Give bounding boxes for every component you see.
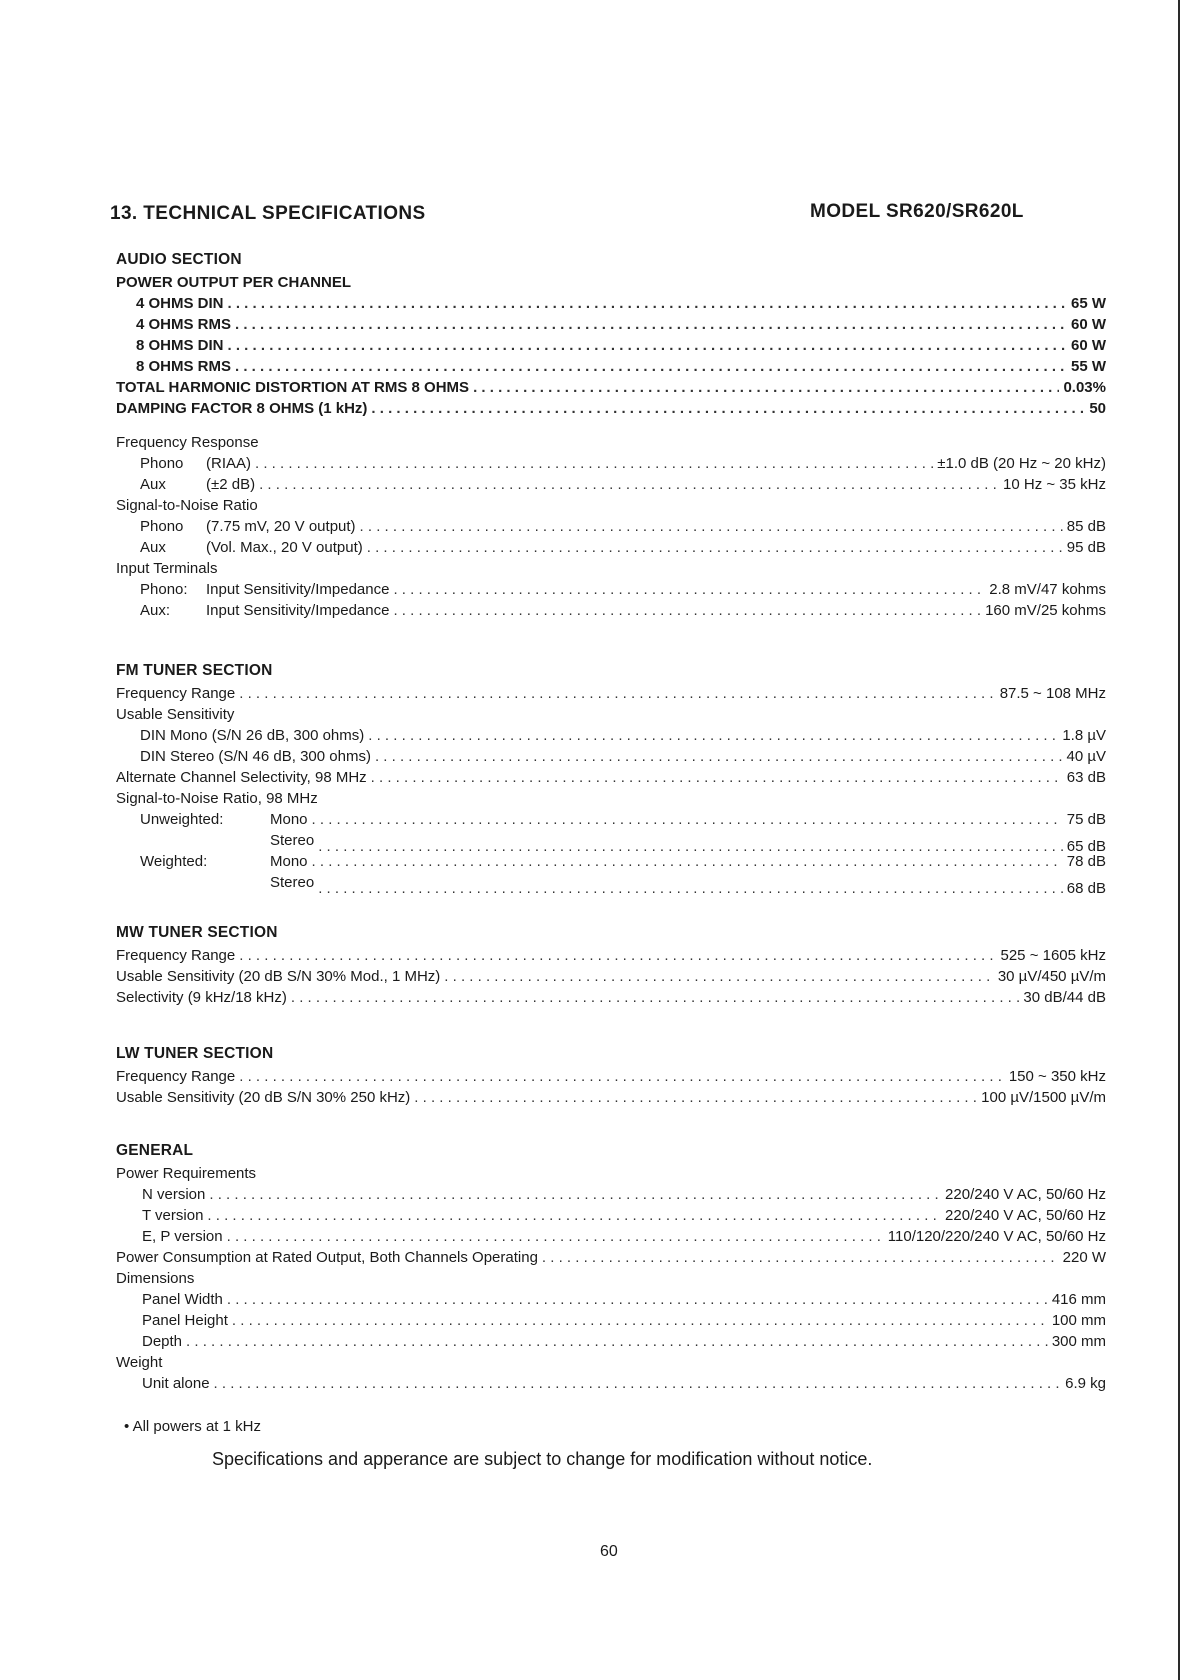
- spec-row: [116, 746, 1106, 767]
- spec-row: [116, 987, 1106, 1008]
- spec-sublabel: (±2 dB): [206, 476, 256, 493]
- spec-row: [116, 516, 1106, 537]
- spec-row: [116, 945, 1106, 966]
- spec-label: Depth: [142, 1333, 183, 1350]
- spec-label: DAMPING FACTOR 8 OHMS (1 kHz): [116, 400, 368, 417]
- leader-dots: [214, 1373, 1062, 1394]
- spec-row: [116, 335, 1106, 356]
- leader-dots: [186, 1331, 1048, 1352]
- spec-row: [116, 966, 1106, 987]
- leader-dots: [312, 809, 1063, 830]
- spec-sublabel: Input Sensitivity/Impedance: [206, 602, 390, 619]
- spec-label: Aux: [140, 476, 166, 493]
- spec-label: E, P version: [142, 1228, 223, 1245]
- spec-label: Frequency Range: [116, 685, 236, 702]
- spec-value: 63 dB: [1066, 769, 1106, 786]
- spec-value: 65 W: [1070, 295, 1106, 312]
- spec-row: [116, 579, 1106, 600]
- spec-label: Phono: [140, 518, 184, 535]
- fm-section: [116, 658, 1106, 897]
- leader-dots: [207, 1205, 941, 1226]
- spec-row: [116, 1247, 1106, 1268]
- spec-value: 6.9 kg: [1065, 1375, 1106, 1392]
- spec-label: Phono:: [140, 581, 188, 598]
- spec-row: [116, 537, 1106, 558]
- spec-value: 55 W: [1070, 358, 1106, 375]
- section-title: FM TUNER SECTION: [116, 662, 273, 679]
- spec-row: [116, 1066, 1106, 1087]
- spec-value: 220/240 V AC, 50/60 Hz: [945, 1186, 1106, 1203]
- spec-group: [140, 872, 270, 893]
- spec-label: N version: [142, 1186, 206, 1203]
- spec-row: [116, 725, 1106, 746]
- spec-value: 1.8 µV: [1062, 727, 1106, 744]
- audio-subsection: [116, 432, 1106, 621]
- audio-section: [116, 247, 1106, 419]
- spec-value: 65 dB: [1066, 838, 1106, 855]
- spec-row: [116, 1289, 1106, 1310]
- leader-dots: [239, 683, 995, 704]
- spec-row: [116, 600, 1106, 621]
- spec-label: Mono: [270, 853, 308, 870]
- spec-label: 8 OHMS DIN: [136, 337, 224, 354]
- leader-dots: [209, 1184, 941, 1205]
- spec-row: [116, 809, 1106, 830]
- spec-row: [116, 474, 1106, 495]
- spec-value: 160 mV/25 kohms: [985, 602, 1106, 619]
- spec-row: [116, 1184, 1106, 1205]
- spec-label: 8 OHMS RMS: [136, 358, 232, 375]
- leader-dots: [227, 1226, 884, 1247]
- leader-dots: [228, 335, 1067, 356]
- leader-dots: [367, 537, 1063, 558]
- spec-value: 220 W: [1062, 1249, 1106, 1266]
- spec-row: [116, 1226, 1106, 1247]
- spec-value: 85 dB: [1066, 518, 1106, 535]
- leader-dots: [371, 767, 1063, 788]
- leader-dots: [239, 1066, 1005, 1087]
- spec-label: Selectivity (9 kHz/18 kHz): [116, 989, 287, 1006]
- spec-label: Stereo: [270, 832, 315, 849]
- spec-row: [116, 830, 1106, 855]
- subheading: Usable Sensitivity: [116, 706, 235, 723]
- spec-row: [116, 1087, 1106, 1108]
- lw-section: [116, 1041, 1106, 1108]
- spec-label: Stereo: [270, 874, 315, 891]
- section-title: GENERAL: [116, 1142, 194, 1159]
- spec-value: 75 dB: [1066, 811, 1106, 828]
- spec-group: [140, 830, 270, 851]
- spec-label: T version: [142, 1207, 204, 1224]
- spec-value: ±1.0 dB (20 Hz ~ 20 kHz): [937, 455, 1106, 472]
- spec-label: Alternate Channel Selectivity, 98 MHz: [116, 769, 367, 786]
- leader-dots: [393, 600, 981, 621]
- spec-value: 2.8 mV/47 kohms: [989, 581, 1106, 598]
- spec-value: 220/240 V AC, 50/60 Hz: [945, 1207, 1106, 1224]
- spec-label: TOTAL HARMONIC DISTORTION AT RMS 8 OHMS: [116, 379, 470, 396]
- spec-row: [116, 851, 1106, 872]
- spec-value: 525 ~ 1605 kHz: [1000, 947, 1106, 964]
- spec-label: Aux: [140, 539, 166, 556]
- spec-value: 150 ~ 350 kHz: [1008, 1068, 1106, 1085]
- spec-row: [116, 767, 1106, 788]
- spec-label: DIN Stereo (S/N 46 dB, 300 ohms): [140, 748, 371, 765]
- subheading: Power Requirements: [116, 1165, 257, 1182]
- page-title: 13. TECHNICAL SPECIFICATIONS: [110, 203, 426, 224]
- scan-edge-line: [1178, 0, 1180, 1680]
- subheading: Signal-to-Noise Ratio: [116, 497, 258, 514]
- spec-label: Mono: [270, 811, 308, 828]
- subheading: Weight: [116, 1354, 163, 1371]
- spec-value: 40 µV: [1066, 748, 1106, 765]
- spec-row: [116, 377, 1106, 398]
- spec-row: [116, 1331, 1106, 1352]
- spec-value: 110/120/220/240 V AC, 50/60 Hz: [887, 1228, 1106, 1245]
- spec-label: Usable Sensitivity (20 dB S/N 30% 250 kHz): [116, 1089, 411, 1106]
- spec-row: [116, 683, 1106, 704]
- spec-label: Aux:: [140, 602, 171, 619]
- spec-value: 300 mm: [1051, 1333, 1106, 1350]
- spec-row: [116, 314, 1106, 335]
- spec-sublabel: (Vol. Max., 20 V output): [206, 539, 363, 556]
- spec-value: 95 dB: [1066, 539, 1106, 556]
- spec-row: [116, 1205, 1106, 1226]
- spec-group: Weighted:: [140, 853, 208, 870]
- spec-label: Frequency Range: [116, 947, 236, 964]
- spec-value: 10 Hz ~ 35 kHz: [1003, 476, 1106, 493]
- spec-row: [116, 872, 1106, 897]
- power-output-heading: POWER OUTPUT PER CHANNEL: [116, 274, 352, 291]
- model-label: MODEL SR620/SR620L: [810, 201, 1024, 222]
- leader-dots: [375, 746, 1063, 767]
- spec-value: 60 W: [1070, 337, 1106, 354]
- leader-dots: [393, 579, 985, 600]
- spec-label: Unit alone: [142, 1375, 210, 1392]
- subheading: Input Terminals: [116, 560, 218, 577]
- footnote: • All powers at 1 kHz: [124, 1418, 261, 1435]
- spec-value: 87.5 ~ 108 MHz: [999, 685, 1106, 702]
- spec-label: Panel Width: [142, 1291, 223, 1308]
- spec-label: Panel Height: [142, 1312, 228, 1329]
- spec-value: 30 µV/450 µV/m: [997, 968, 1106, 985]
- spec-label: Power Consumption at Rated Output, Both Channels Operating: [116, 1249, 538, 1266]
- mw-section: [116, 920, 1106, 1008]
- leader-dots: [235, 314, 1067, 335]
- spec-sublabel: (7.75 mV, 20 V output): [206, 518, 356, 535]
- spec-value: 30 dB/44 dB: [1023, 989, 1106, 1006]
- leader-dots: [235, 356, 1067, 377]
- spec-row: [116, 453, 1106, 474]
- spec-value: 416 mm: [1051, 1291, 1106, 1308]
- spec-row: [116, 398, 1106, 419]
- spec-group: Unweighted:: [140, 811, 224, 828]
- leader-dots: [473, 377, 1059, 398]
- section-title: AUDIO SECTION: [116, 251, 242, 268]
- spec-value: 0.03%: [1063, 379, 1106, 396]
- leader-dots: [444, 966, 994, 987]
- spec-label: DIN Mono (S/N 26 dB, 300 ohms): [140, 727, 365, 744]
- spec-sublabel: (RIAA): [206, 455, 251, 472]
- subheading: Signal-to-Noise Ratio, 98 MHz: [116, 790, 318, 807]
- spec-row: [116, 293, 1106, 314]
- subheading: Frequency Response: [116, 434, 259, 451]
- spec-value: 100 mm: [1051, 1312, 1106, 1329]
- spec-label: 4 OHMS DIN: [136, 295, 224, 312]
- section-title: LW TUNER SECTION: [116, 1045, 274, 1062]
- spec-row: [116, 356, 1106, 377]
- leader-dots: [312, 851, 1063, 872]
- spec-sublabel: Input Sensitivity/Impedance: [206, 581, 390, 598]
- leader-dots: [542, 1247, 1059, 1268]
- spec-value: 100 µV/1500 µV/m: [981, 1089, 1106, 1106]
- spec-label: 4 OHMS RMS: [136, 316, 232, 333]
- spec-row: [116, 1310, 1106, 1331]
- leader-dots: [291, 987, 1020, 1008]
- notice-text: Specifications and apperance are subject to change for modification without notice.: [212, 1449, 873, 1469]
- section-title: MW TUNER SECTION: [116, 924, 278, 941]
- leader-dots: [368, 725, 1058, 746]
- spec-value: 68 dB: [1066, 880, 1106, 897]
- spec-value: 60 W: [1070, 316, 1106, 333]
- leader-dots: [371, 398, 1085, 419]
- spec-label: Usable Sensitivity (20 dB S/N 30% Mod., 1 MHz): [116, 968, 441, 985]
- leader-dots: [318, 878, 1063, 899]
- leader-dots: [227, 1289, 1048, 1310]
- subheading: Dimensions: [116, 1270, 195, 1287]
- leader-dots: [232, 1310, 1048, 1331]
- general-section: [116, 1138, 1106, 1394]
- leader-dots: [239, 945, 996, 966]
- spec-label: Frequency Range: [116, 1068, 236, 1085]
- page-number: 60: [600, 1543, 618, 1560]
- spec-value: 78 dB: [1066, 853, 1106, 870]
- leader-dots: [360, 516, 1063, 537]
- leader-dots: [228, 293, 1067, 314]
- spec-label: Phono: [140, 455, 184, 472]
- spec-value: 50: [1089, 400, 1106, 417]
- leader-dots: [255, 453, 933, 474]
- leader-dots: [414, 1087, 977, 1108]
- leader-dots: [259, 474, 999, 495]
- spec-row: [116, 1373, 1106, 1394]
